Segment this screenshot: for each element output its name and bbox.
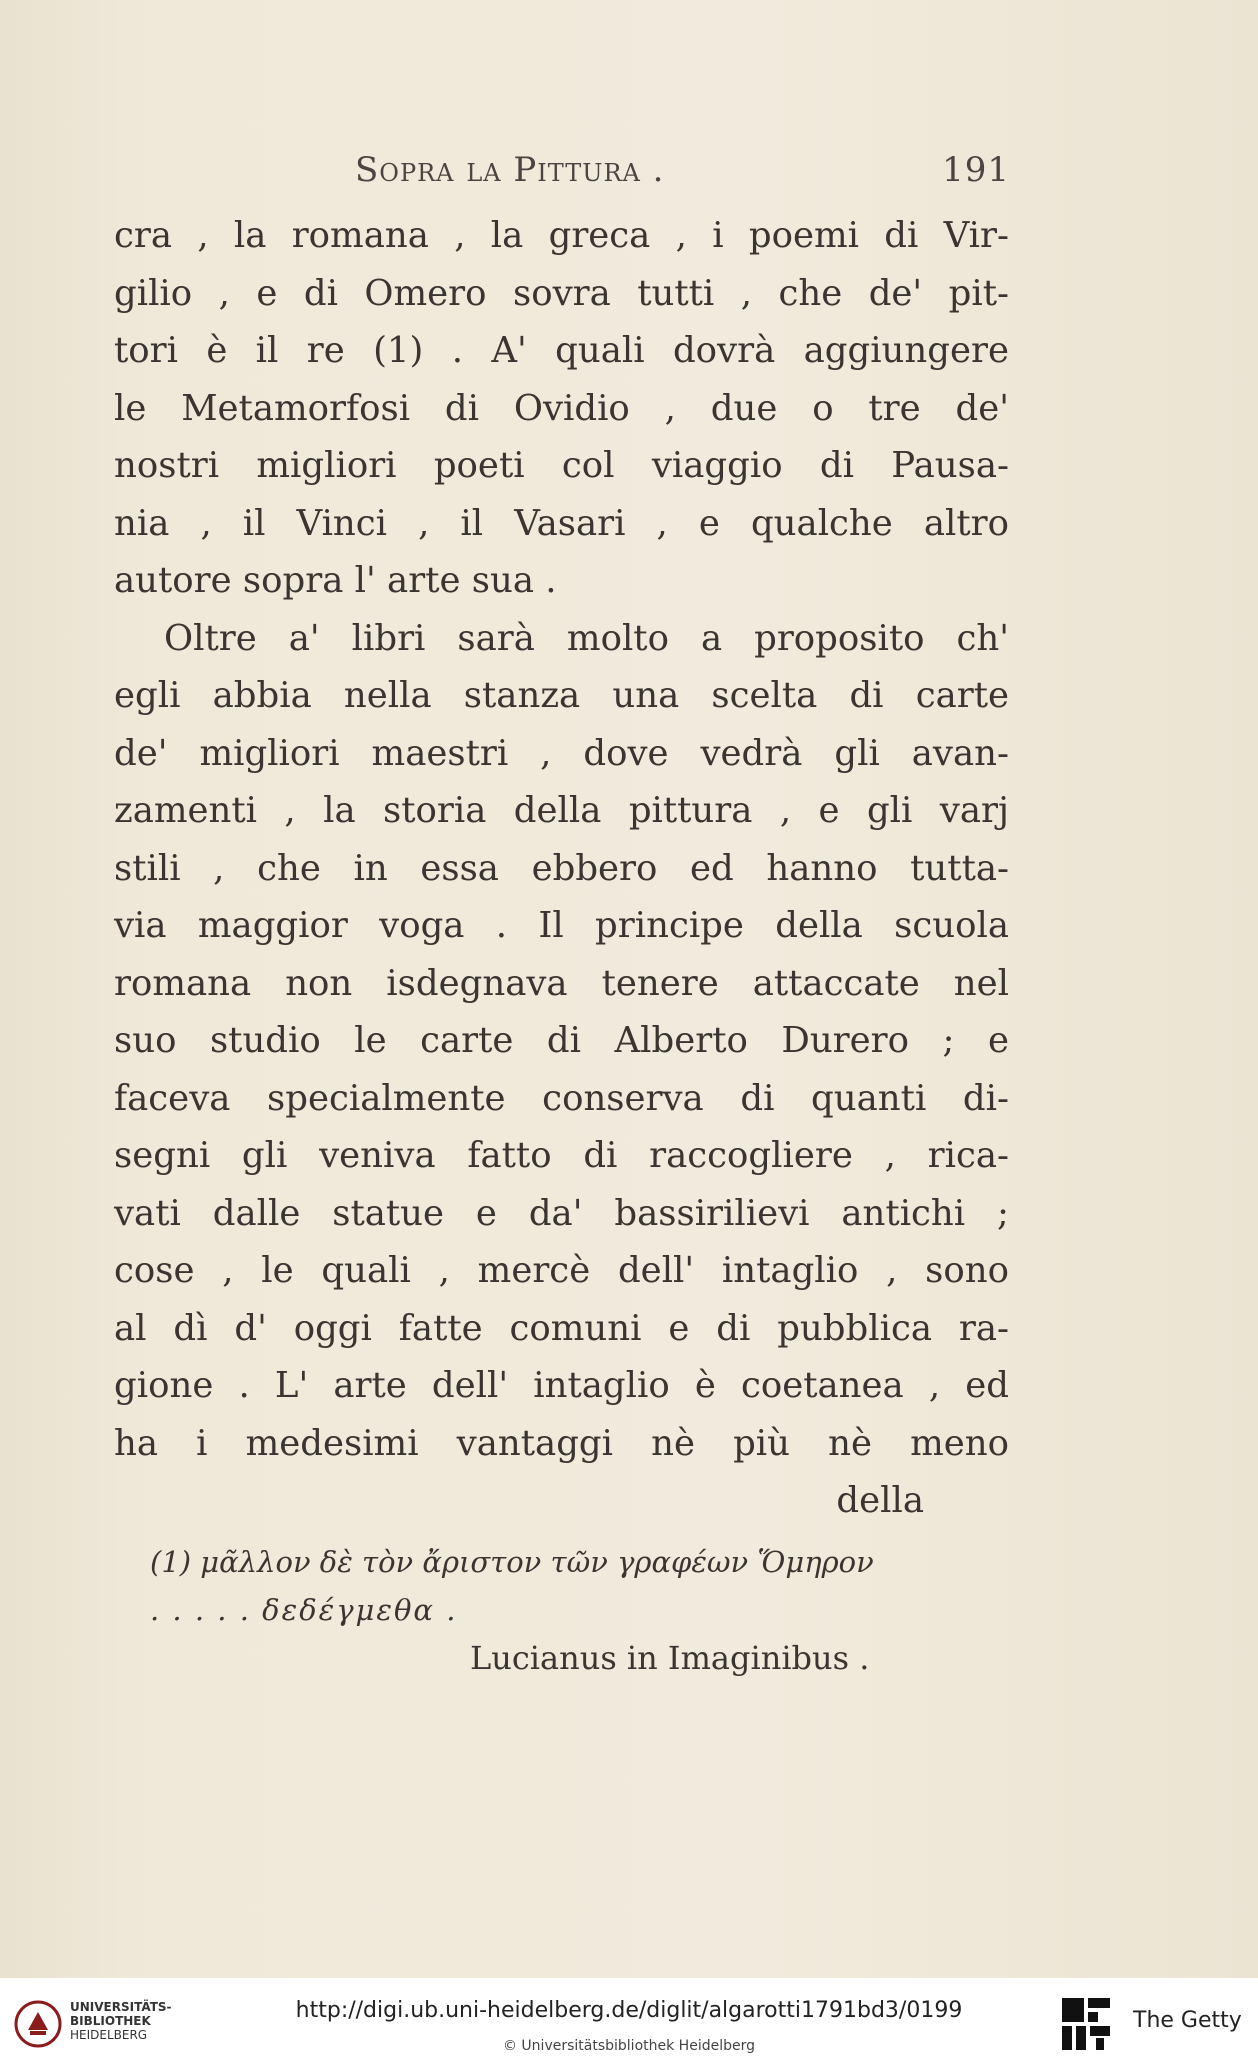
footnote-greek-line: . . . . . δεδέγμεθα . <box>150 1593 458 1627</box>
text-line: nia , il Vinci , il Vasari , e qualche altro <box>114 502 1009 544</box>
text-line: via maggior voga . Il principe della scuola <box>114 905 1009 946</box>
text-line: egli abbia nella stanza una scelta di carte <box>114 675 1009 716</box>
library-name-line: HEIDELBERG <box>70 2028 148 2042</box>
footnote <box>150 1538 1010 1682</box>
text-line: faceva specialmente conserva di quanti di- <box>114 1077 1009 1119</box>
copyright-notice: © Universitätsbibliothek Heidelberg <box>502 2038 755 2054</box>
text-line: stili , che in essa ebbero ed hanno tutta- <box>114 847 1009 889</box>
page-number: 191 <box>942 150 1010 190</box>
text-line: tori è il re (1) . A' quali dovrà aggiungere <box>114 330 1009 371</box>
page-header <box>355 150 1010 200</box>
body-text <box>114 207 1009 1530</box>
text-line: ha i medesimi vantaggi nè più nè meno <box>114 1422 1009 1464</box>
text-line: gione . L' arte dell' intaglio è coetanea , ed <box>114 1365 1009 1406</box>
footnote-source: Lucianus in Imaginibus . <box>470 1639 870 1677</box>
text-line: de' migliori maestri , dove vedrà gli avan- <box>114 732 1009 774</box>
text-line: gilio , e di Omero sovra tutti , che de' pit- <box>114 272 1009 314</box>
partner-name: The Getty <box>1133 2008 1242 2033</box>
catchword: della <box>836 1480 924 1521</box>
text-line: suo studio le carte di Alberto Durero ; e <box>114 1020 1009 1061</box>
text-line: Oltre a' libri sarà molto a proposito ch' <box>164 617 1009 659</box>
footnote-greek-line: (1) μᾶλλον δὲ τὸν ἄριστον τῶν γραφέων Ὅμηρον <box>150 1545 874 1579</box>
text-line: cose , le quali , mercè dell' intaglio , sono <box>114 1250 1009 1291</box>
text-line: segni gli veniva fatto di raccogliere , rica- <box>114 1135 1009 1176</box>
text-line: le Metamorfosi di Ovidio , due o tre de' <box>114 387 1009 429</box>
running-title: Sopra la Pittura . <box>355 150 665 190</box>
permalink-url[interactable]: http://digi.ub.uni-heidelberg.de/diglit/algarotti1791bd3/0199 <box>295 1998 963 2023</box>
library-name-line: UNIVERSITÄTS- <box>70 2000 172 2014</box>
library-name-line: BIBLIOTHEK <box>70 2014 151 2028</box>
text-line: al dì d' oggi fatte comuni e di pubblica ra- <box>114 1307 1009 1349</box>
text-line: vati dalle statue e da' bassirilievi antichi ; <box>114 1192 1009 1234</box>
text-line: cra , la romana , la greca , i poemi di Vir- <box>114 215 1009 256</box>
viewer-footer <box>0 1978 1258 2068</box>
text-line: nostri migliori poeti col viaggio di Pausa- <box>114 445 1009 486</box>
getty-logo-icon <box>1060 1996 1112 2052</box>
text-line: romana non isdegnava tenere attaccate nel <box>114 962 1009 1004</box>
text-line: zamenti , la storia della pittura , e gli varj <box>114 790 1009 831</box>
text-line: autore sopra l' arte sua . <box>114 560 557 601</box>
